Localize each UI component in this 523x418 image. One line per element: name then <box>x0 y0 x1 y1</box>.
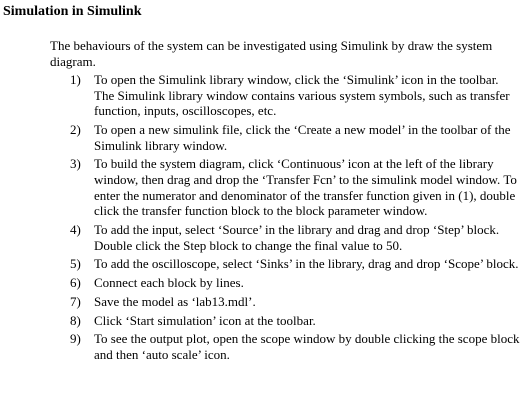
step-item <box>50 331 520 362</box>
step-number: 8) <box>70 312 81 328</box>
step-text: Connect each block by lines. <box>94 275 244 291</box>
step-text: To build the system diagram, click ‘Continuous’ icon at the left of the library window, then drag and drop the ‘Transfer Fcn’ to the simulink model window. To enter the numerator and denominator of the transfer function given in (1), double click the transfer function block to the block parameter window. <box>94 156 517 219</box>
step-number: 6) <box>70 275 81 291</box>
step-text: To add the input, select ‘Source’ in the library and drag and drop ‘Step’ block. Double click the Step block to change the final value to 50. <box>94 221 500 253</box>
step-number: 9) <box>70 331 81 347</box>
step-number: 5) <box>70 256 81 272</box>
step-number: 7) <box>70 293 81 309</box>
step-item <box>50 222 520 253</box>
step-number: 1) <box>70 72 81 87</box>
step-item <box>50 313 520 329</box>
steps-list <box>50 72 520 366</box>
step-text: To open a new simulink file, click the ‘Create a new model’ in the toolbar of the Simulink library window. <box>94 121 511 153</box>
step-item <box>50 72 520 119</box>
step-item <box>50 122 520 153</box>
step-item <box>50 275 520 291</box>
step-text: To add the oscilloscope, select ‘Sinks’ in the library, drag and drop ‘Scope’ block. <box>94 256 519 272</box>
step-number: 3) <box>70 156 81 172</box>
step-item <box>50 256 520 272</box>
step-text: To see the output plot, open the scope window by double clicking the scope block and then ‘auto scale’ icon. <box>94 331 520 362</box>
step-number: 2) <box>70 121 81 137</box>
step-text: Click ‘Start simulation’ icon at the toolbar. <box>94 312 316 328</box>
step-text: To open the Simulink library window, click the ‘Simulink’ icon in the toolbar. The Simulink library window contains various system symbols, such as transfer function, inputs, oscilloscopes, etc. <box>94 72 510 119</box>
step-item <box>50 294 520 310</box>
step-number: 4) <box>70 221 81 237</box>
section-heading: Simulation in Simulink <box>3 4 142 19</box>
step-text: Save the model as ‘lab13.mdl’. <box>94 293 256 309</box>
intro-paragraph: The behaviours of the system can be investigated using Simulink by draw the system diagram. <box>50 38 493 69</box>
step-item <box>50 156 520 218</box>
